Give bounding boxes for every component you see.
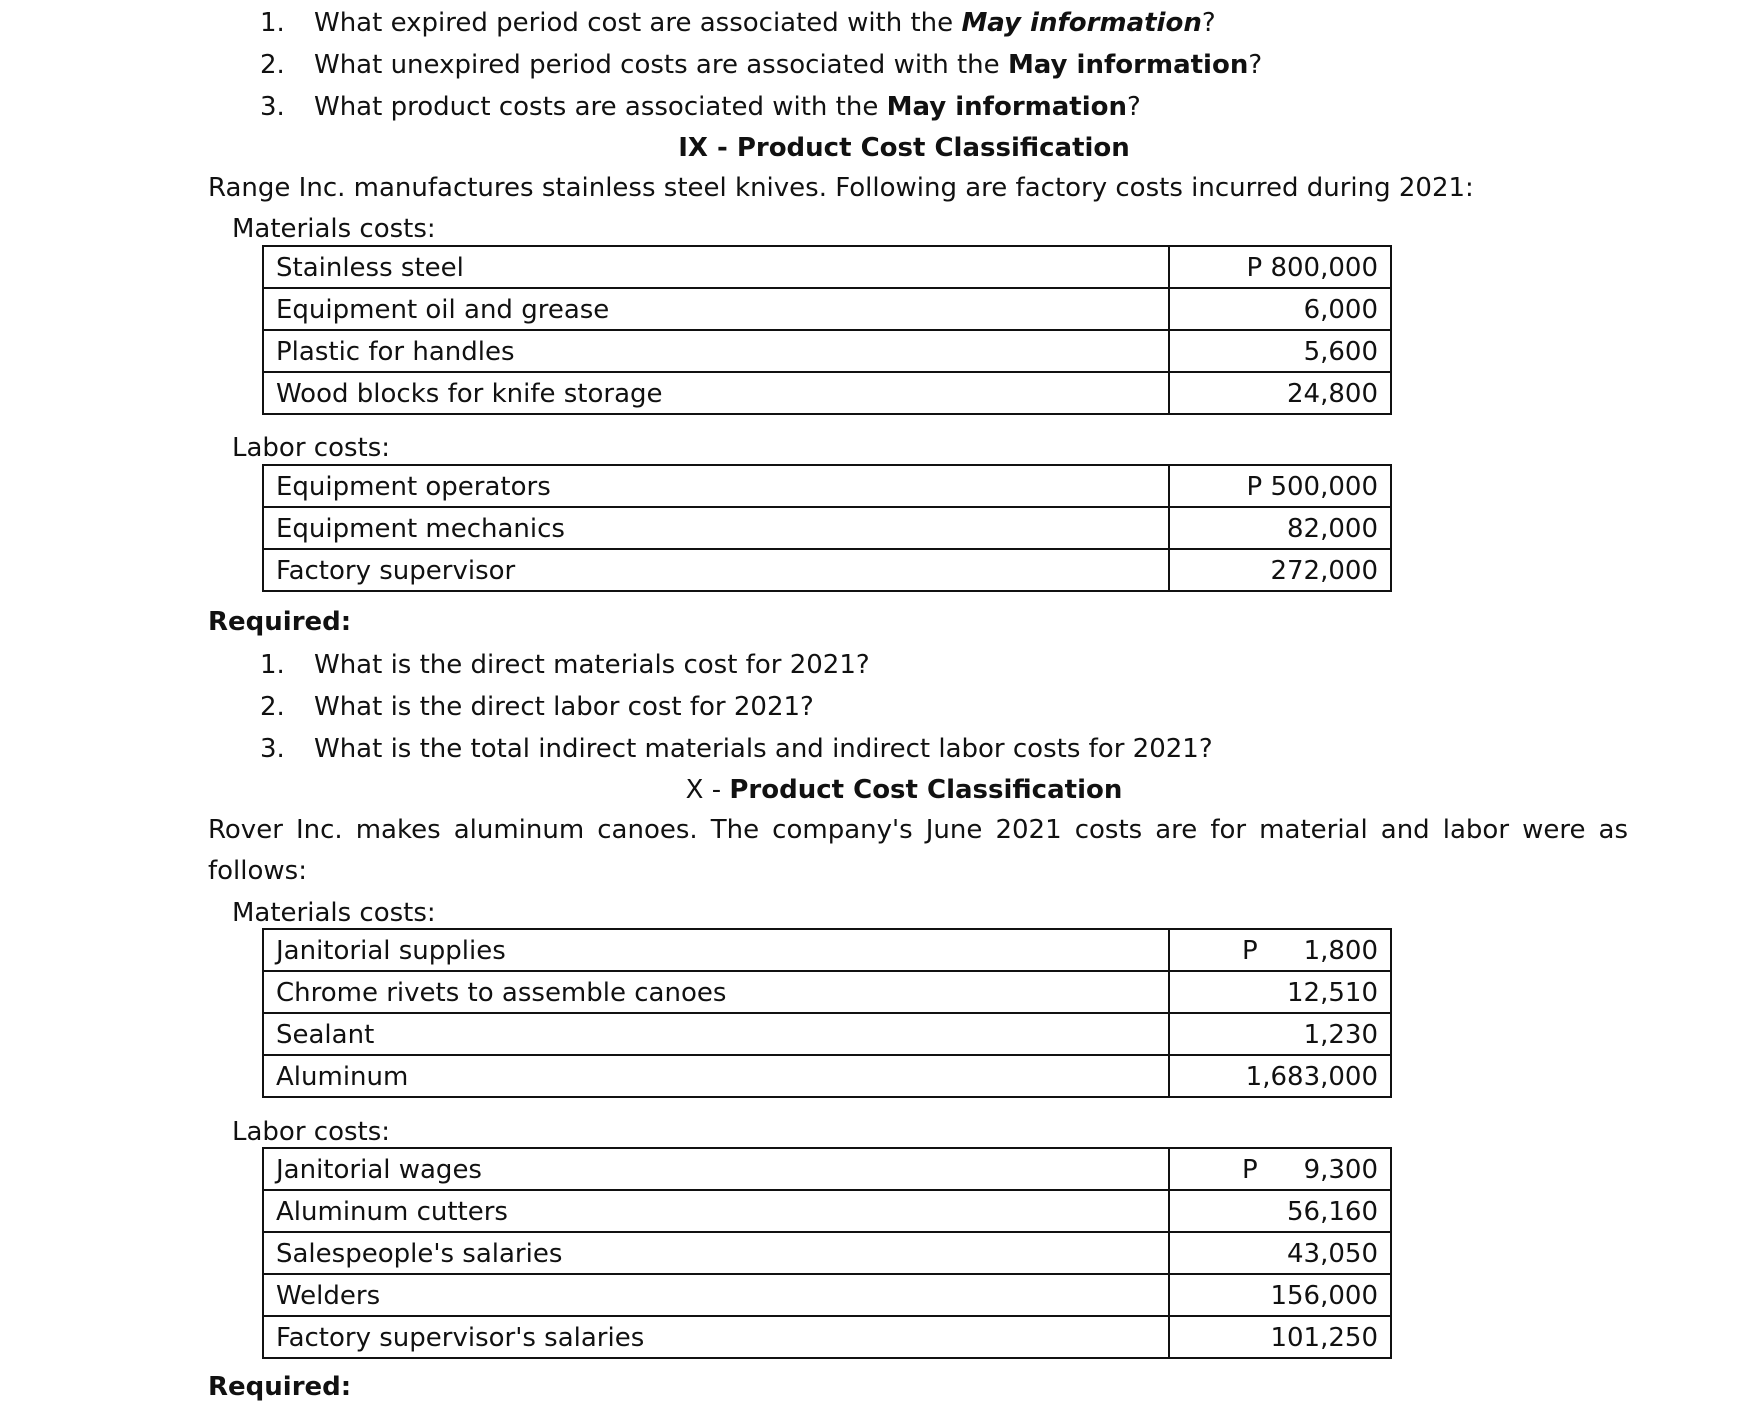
table-row — [263, 929, 1391, 971]
table-row — [263, 507, 1391, 549]
table-row — [263, 1190, 1391, 1232]
question-number: 3. — [260, 92, 285, 122]
cost-amount: 1,800 — [1303, 936, 1378, 966]
section-title-x — [0, 775, 1760, 805]
table-row — [263, 372, 1391, 414]
cost-amount: 6,000 — [1169, 288, 1391, 330]
section-intro: Rover Inc. makes aluminum canoes. The company's June 2021 costs are for material and labor were as follows: — [208, 815, 1628, 886]
table-row — [263, 1055, 1391, 1097]
table-row — [263, 1274, 1391, 1316]
question-text — [314, 50, 1262, 80]
table-row — [263, 1148, 1391, 1190]
cost-amount: 101,250 — [1169, 1316, 1391, 1358]
labor-label: Labor costs: — [232, 433, 391, 463]
cost-amount: 43,050 — [1169, 1232, 1391, 1274]
question-text-emphasis: May information — [886, 92, 1127, 122]
question-number: 1. — [260, 650, 285, 680]
question-text — [314, 8, 1216, 38]
materials-table — [262, 928, 1392, 1098]
currency-prefix: P — [1242, 1155, 1258, 1185]
cost-description: Factory supervisor — [263, 549, 1169, 591]
question-text-plain: What unexpired period costs are associated with the — [314, 50, 1008, 80]
question-number: 2. — [260, 692, 285, 722]
labor-table — [262, 464, 1392, 592]
table-row — [263, 1232, 1391, 1274]
cost-amount: 56,160 — [1169, 1190, 1391, 1232]
question-mark: ? — [1127, 92, 1141, 122]
cost-description: Chrome rivets to assemble canoes — [263, 971, 1169, 1013]
question-text-emphasis: May information — [961, 8, 1202, 38]
question-number: 1. — [260, 8, 285, 38]
cost-description: Janitorial supplies — [263, 929, 1169, 971]
currency-prefix: P — [1242, 936, 1258, 966]
labor-label: Labor costs: — [232, 1117, 391, 1147]
cost-description: Welders — [263, 1274, 1169, 1316]
required-label: Required: — [208, 607, 352, 637]
cost-amount: P 500,000 — [1169, 465, 1391, 507]
question-number: 3. — [260, 734, 285, 764]
question-text-plain: What expired period cost are associated with the — [314, 8, 962, 38]
section-number: IX - — [678, 133, 737, 163]
cost-amount: 24,800 — [1169, 372, 1391, 414]
section-heading: Product Cost Classification — [729, 775, 1123, 805]
question-text: What is the direct materials cost for 2021? — [314, 650, 870, 680]
cost-description: Equipment mechanics — [263, 507, 1169, 549]
question-number: 2. — [260, 50, 285, 80]
section-number: X - — [685, 775, 730, 805]
materials-label: Materials costs: — [232, 214, 436, 244]
question-text: What is the direct labor cost for 2021? — [314, 692, 814, 722]
section-intro: Range Inc. manufactures stainless steel knives. Following are factory costs incurred during 2021: — [208, 173, 1474, 203]
section-title-ix — [0, 133, 1760, 163]
cost-description: Salespeople's salaries — [263, 1232, 1169, 1274]
labor-table — [262, 1147, 1392, 1359]
table-row — [263, 330, 1391, 372]
cost-amount: 1,683,000 — [1169, 1055, 1391, 1097]
question-mark: ? — [1248, 50, 1263, 80]
materials-label: Materials costs: — [232, 898, 436, 928]
cost-description: Equipment oil and grease — [263, 288, 1169, 330]
table-row — [263, 288, 1391, 330]
table-row — [263, 465, 1391, 507]
cost-description: Janitorial wages — [263, 1148, 1169, 1190]
cost-amount: 272,000 — [1169, 549, 1391, 591]
cost-description: Equipment operators — [263, 465, 1169, 507]
cost-description: Factory supervisor's salaries — [263, 1316, 1169, 1358]
cost-amount: 82,000 — [1169, 507, 1391, 549]
table-row — [263, 246, 1391, 288]
cost-description: Aluminum cutters — [263, 1190, 1169, 1232]
cost-amount: 9,300 — [1303, 1155, 1378, 1185]
cost-description: Aluminum — [263, 1055, 1169, 1097]
cost-description: Sealant — [263, 1013, 1169, 1055]
question-text-emphasis: May information — [1007, 50, 1249, 80]
question-mark: ? — [1201, 8, 1216, 38]
cost-amount-cell — [1169, 929, 1391, 971]
table-row — [263, 549, 1391, 591]
cost-amount-cell — [1169, 1148, 1391, 1190]
question-text — [314, 92, 1141, 122]
cost-amount: 1,230 — [1169, 1013, 1391, 1055]
cost-description: Stainless steel — [263, 246, 1169, 288]
cost-description: Plastic for handles — [263, 330, 1169, 372]
section-heading: Product Cost Classification — [736, 133, 1130, 163]
table-row — [263, 971, 1391, 1013]
required-label: Required: — [208, 1372, 352, 1402]
materials-table — [262, 245, 1392, 415]
cost-amount: P 800,000 — [1169, 246, 1391, 288]
table-row — [263, 1316, 1391, 1358]
cost-amount: 156,000 — [1169, 1274, 1391, 1316]
table-row — [263, 1013, 1391, 1055]
cost-description: Wood blocks for knife storage — [263, 372, 1169, 414]
question-text: What is the total indirect materials and indirect labor costs for 2021? — [314, 734, 1213, 764]
cost-amount: 5,600 — [1169, 330, 1391, 372]
cost-amount: 12,510 — [1169, 971, 1391, 1013]
question-text-plain: What product costs are associated with the — [314, 92, 887, 122]
